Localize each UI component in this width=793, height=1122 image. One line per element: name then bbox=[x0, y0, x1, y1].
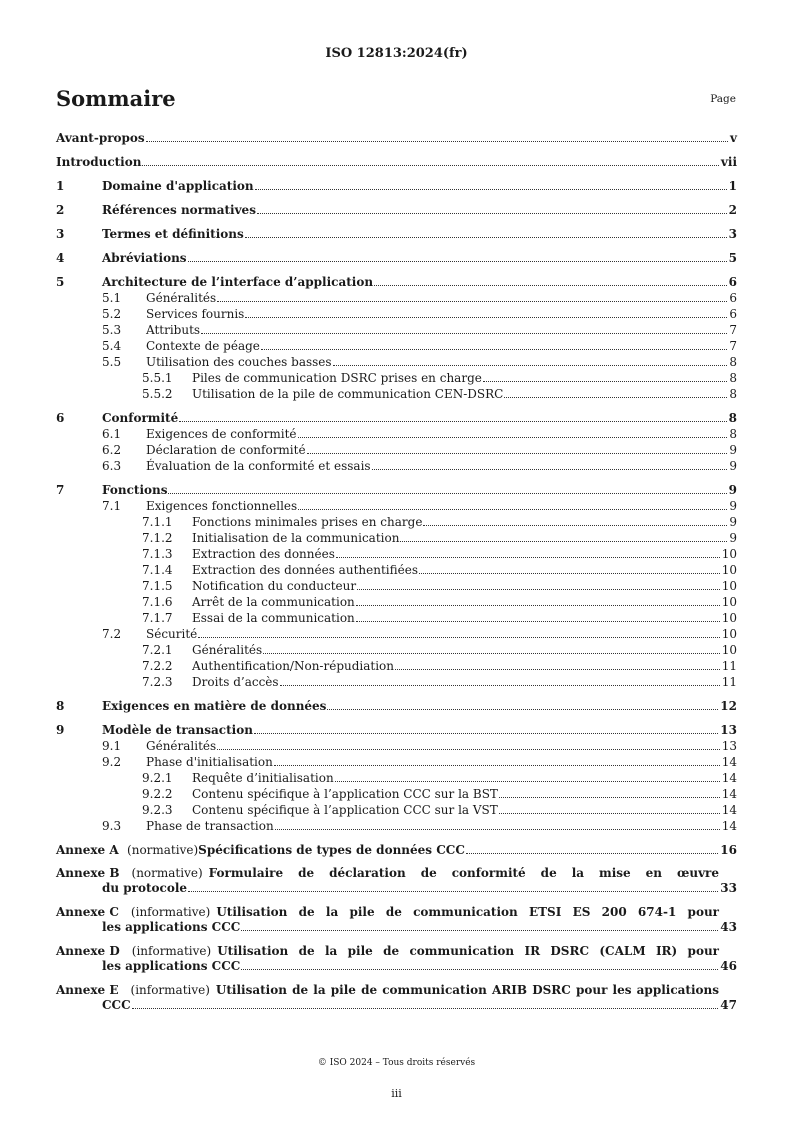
toc-entry[interactable] bbox=[56, 675, 737, 690]
leader-dots bbox=[335, 771, 720, 782]
toc-entry[interactable] bbox=[56, 699, 737, 714]
toc-entry-title: Évaluation de la conformité et essais bbox=[146, 459, 371, 473]
leader-dots bbox=[188, 881, 718, 892]
leader-dots bbox=[245, 227, 727, 238]
toc-entry-title: Modèle de transaction bbox=[102, 723, 253, 737]
toc-entry-page: v bbox=[730, 131, 737, 145]
annex-title bbox=[56, 843, 465, 858]
leader-dots bbox=[499, 803, 720, 814]
toc-entry[interactable] bbox=[56, 579, 737, 594]
annex-label: Annexe C bbox=[56, 905, 119, 919]
toc-entry[interactable] bbox=[56, 275, 737, 290]
toc-entry[interactable] bbox=[56, 563, 737, 578]
toc-entry[interactable] bbox=[56, 739, 737, 754]
page-number: iii bbox=[391, 1087, 402, 1100]
toc-entry-number: 5.2 bbox=[102, 307, 122, 321]
leader-dots bbox=[372, 459, 728, 470]
toc-entry[interactable] bbox=[56, 443, 737, 458]
toc-entry-number: 7.1.2 bbox=[142, 531, 173, 545]
toc-entry-page: 13 bbox=[721, 739, 737, 753]
annex-heading: Utilisation de la pile de communication ARIB DSRC pour les applications bbox=[215, 983, 719, 997]
leader-dots bbox=[179, 411, 726, 422]
toc-entry[interactable] bbox=[56, 227, 737, 242]
leader-dots bbox=[357, 579, 720, 590]
toc-entry-page: 9 bbox=[729, 443, 737, 457]
toc-entry[interactable] bbox=[56, 531, 737, 546]
toc-entry-page: 10 bbox=[721, 611, 737, 625]
leader-dots bbox=[132, 998, 719, 1009]
toc-entry[interactable] bbox=[56, 723, 737, 738]
toc-entry-page: 10 bbox=[721, 643, 737, 657]
toc-entry-number: 9.2.3 bbox=[142, 803, 173, 817]
toc-entry-number: 5.4 bbox=[102, 339, 122, 353]
toc-entry-title: Authentification/Non-répudiation bbox=[192, 659, 395, 673]
toc-entry-number: 9.3 bbox=[102, 819, 122, 833]
toc-entry-page: 8 bbox=[729, 371, 737, 385]
toc-entry-page: 6 bbox=[729, 307, 737, 321]
annex-type: (normative) bbox=[131, 866, 203, 880]
toc-entry-page: 14 bbox=[721, 771, 737, 785]
toc-entry-number: 7.1 bbox=[102, 499, 122, 513]
toc-entry[interactable] bbox=[56, 307, 737, 322]
toc-entry[interactable] bbox=[56, 179, 737, 194]
toc-entry-title: Fonctions bbox=[102, 483, 168, 497]
toc-entry[interactable] bbox=[56, 483, 737, 498]
toc-entry-title: Généralités bbox=[146, 739, 217, 753]
toc-entry[interactable] bbox=[56, 547, 737, 562]
toc-entry[interactable] bbox=[56, 595, 737, 610]
toc-entry-number: 7.1.6 bbox=[142, 595, 173, 609]
toc-entry-page: 14 bbox=[721, 787, 737, 801]
copyright-footer: © ISO 2024 – Tous droits réservés bbox=[317, 1058, 476, 1068]
annex-page: 33 bbox=[720, 881, 737, 895]
toc-entry-page: 8 bbox=[729, 387, 737, 401]
toc-entry-page: 7 bbox=[729, 339, 737, 353]
toc-entry[interactable] bbox=[56, 755, 737, 770]
toc-entry-page: 11 bbox=[721, 659, 737, 673]
toc-entry-title: Droits d’accès bbox=[192, 675, 279, 689]
toc-entry-number: 6.2 bbox=[102, 443, 122, 457]
toc-entry-number: 2 bbox=[56, 203, 65, 217]
toc-entry-page: vii bbox=[720, 155, 737, 169]
leader-dots bbox=[146, 131, 728, 142]
toc-entry-number: 4 bbox=[56, 251, 65, 265]
toc-entry-page: 8 bbox=[728, 411, 737, 425]
toc-entry-number: 6.3 bbox=[102, 459, 122, 473]
toc-entry-title: Services fournis bbox=[146, 307, 245, 321]
toc-entry-number: 9.2.2 bbox=[142, 787, 173, 801]
toc-entry-title: Extraction des données bbox=[192, 547, 335, 561]
annex-heading: Utilisation de la pile de communication ETSI ES 200 674-1 pour bbox=[216, 905, 719, 919]
toc-entry-title: Utilisation de la pile de communication CEN-DSRC bbox=[192, 387, 504, 401]
toc-entry-number: 7 bbox=[56, 483, 65, 497]
toc-entry-page: 11 bbox=[721, 675, 737, 689]
toc-entry-title: Contexte de péage bbox=[146, 339, 260, 353]
leader-dots bbox=[257, 203, 727, 214]
toc-entry-title: Avant-propos bbox=[56, 131, 145, 145]
toc-entry-number: 7.1.4 bbox=[142, 563, 173, 577]
toc-entry-number: 8 bbox=[56, 699, 65, 713]
leader-dots bbox=[188, 251, 727, 262]
toc-entry[interactable] bbox=[56, 499, 737, 514]
leader-dots bbox=[483, 371, 728, 382]
leader-dots bbox=[201, 323, 727, 334]
toc-entry[interactable] bbox=[56, 291, 737, 306]
annex-heading-continued: CCC bbox=[102, 998, 131, 1012]
leader-dots bbox=[499, 787, 720, 798]
toc-entry-title: Conformité bbox=[102, 411, 179, 425]
toc-entry-title: Phase d'initialisation bbox=[146, 755, 273, 769]
toc-entry-title: Arrêt de la communication bbox=[192, 595, 355, 609]
leader-dots bbox=[261, 339, 727, 350]
leader-dots bbox=[400, 531, 727, 542]
toc-entry-page: 14 bbox=[721, 755, 737, 769]
toc-entry-number: 5.1 bbox=[102, 291, 122, 305]
toc-entry-title: Extraction des données authentifiées bbox=[192, 563, 418, 577]
toc-entry-number: 5.3 bbox=[102, 323, 122, 337]
toc-entry-number: 5 bbox=[56, 275, 65, 289]
toc-entry-title: Références normatives bbox=[102, 203, 256, 217]
annex-heading: Spécifications de types de données CCC bbox=[198, 843, 465, 857]
toc-annex-entry[interactable] bbox=[56, 905, 737, 935]
leader-dots bbox=[263, 643, 720, 654]
annex-heading-continued: du protocole bbox=[102, 881, 188, 895]
toc-entry-page: 8 bbox=[729, 355, 737, 369]
toc-entry-title: Requête d’initialisation bbox=[192, 771, 334, 785]
toc-entry-page: 9 bbox=[729, 459, 737, 473]
toc-entry-title: Introduction bbox=[56, 155, 142, 169]
toc-entry-title: Abréviations bbox=[102, 251, 187, 265]
page-column-label: Page bbox=[710, 93, 736, 105]
toc-entry-number: 9.2 bbox=[102, 755, 122, 769]
toc-entry[interactable] bbox=[56, 371, 737, 386]
toc-entry-page: 2 bbox=[728, 203, 737, 217]
annex-heading-continued: les applications CCC bbox=[102, 959, 241, 973]
leader-dots bbox=[198, 627, 719, 638]
leader-dots bbox=[298, 427, 728, 438]
toc-entry[interactable] bbox=[56, 339, 737, 354]
annex-heading-continued: les applications CCC bbox=[102, 920, 241, 934]
toc-entry-title: Exigences en matière de données bbox=[102, 699, 327, 713]
toc-entry-number: 7.1.3 bbox=[142, 547, 173, 561]
toc-entry-title: Architecture de l’interface d’application bbox=[102, 275, 374, 289]
toc-entry-number: 7.2.3 bbox=[142, 675, 173, 689]
toc-entry-title: Phase de transaction bbox=[146, 819, 274, 833]
toc-entry[interactable] bbox=[56, 155, 737, 170]
leader-dots bbox=[217, 739, 720, 750]
leader-dots bbox=[419, 563, 720, 574]
toc-entry-title: Exigences de conformité bbox=[146, 427, 297, 441]
annex-label: Annexe B bbox=[56, 866, 120, 880]
toc-entry-page: 9 bbox=[729, 531, 737, 545]
toc-entry-number: 5.5 bbox=[102, 355, 122, 369]
toc-entry-page: 14 bbox=[721, 819, 737, 833]
toc-entry-title: Fonctions minimales prises en charge bbox=[192, 515, 423, 529]
annex-type: (informative) bbox=[130, 905, 211, 919]
leader-dots bbox=[298, 499, 727, 510]
toc-entry[interactable] bbox=[56, 387, 737, 402]
toc-entry-number: 7.1.1 bbox=[142, 515, 173, 529]
leader-dots bbox=[254, 723, 718, 734]
annex-heading: Utilisation de la pile de communication IR DSRC (CALM IR) pour bbox=[217, 944, 719, 958]
leader-dots bbox=[274, 755, 720, 766]
annex-heading: Formulaire de déclaration de conformité de la mise en œuvre bbox=[208, 866, 719, 880]
toc-entry[interactable] bbox=[56, 427, 737, 442]
toc-entry-page: 10 bbox=[721, 563, 737, 577]
toc-entry-page: 9 bbox=[728, 483, 737, 497]
toc-entry-number: 1 bbox=[56, 179, 65, 193]
toc-entry-title: Essai de la communication bbox=[192, 611, 355, 625]
leader-dots bbox=[168, 483, 726, 494]
toc-entry-title: Attributs bbox=[146, 323, 201, 337]
leader-dots bbox=[466, 843, 718, 854]
leader-dots bbox=[356, 595, 720, 606]
toc-entry-page: 6 bbox=[728, 275, 737, 289]
leader-dots bbox=[504, 387, 727, 398]
toc-entry-page: 7 bbox=[729, 323, 737, 337]
toc-entry-title: Sécurité bbox=[146, 627, 198, 641]
leader-dots bbox=[395, 659, 720, 670]
toc-entry-page: 10 bbox=[721, 627, 737, 641]
toc-entry-page: 6 bbox=[729, 291, 737, 305]
toc-entry-title: Contenu spécifique à l’application CCC sur la BST bbox=[192, 787, 498, 801]
toc-entry-title: Contenu spécifique à l’application CCC sur la VST bbox=[192, 803, 498, 817]
annex-type: (normative) bbox=[127, 843, 199, 857]
annex-label: Annexe E bbox=[56, 983, 119, 997]
toc-annex-entry[interactable] bbox=[56, 983, 737, 1013]
toc-entry-number: 6 bbox=[56, 411, 65, 425]
toc-entry[interactable] bbox=[56, 323, 737, 338]
toc-entry-title: Généralités bbox=[192, 643, 263, 657]
leader-dots bbox=[374, 275, 727, 286]
toc-entry[interactable] bbox=[56, 643, 737, 658]
toc-entry[interactable] bbox=[56, 203, 737, 218]
annex-label: Annexe D bbox=[56, 944, 120, 958]
leader-dots bbox=[275, 819, 720, 830]
leader-dots bbox=[327, 699, 718, 710]
page-title: Sommaire bbox=[56, 86, 176, 111]
toc-entry-number: 3 bbox=[56, 227, 65, 241]
toc-annex-entry[interactable] bbox=[56, 866, 737, 896]
toc-entry[interactable] bbox=[56, 771, 737, 786]
toc-entry-page: 10 bbox=[721, 595, 737, 609]
toc-entry-page: 3 bbox=[728, 227, 737, 241]
toc-entry-number: 5.5.2 bbox=[142, 387, 173, 401]
toc-entry-title: Notification du conducteur bbox=[192, 579, 357, 593]
toc-entry[interactable] bbox=[56, 131, 737, 146]
leader-dots bbox=[423, 515, 727, 526]
annex-type: (informative) bbox=[131, 944, 212, 958]
toc-entry-page: 13 bbox=[720, 723, 737, 737]
leader-dots bbox=[245, 307, 727, 318]
toc-entry[interactable] bbox=[56, 355, 737, 370]
toc-entry[interactable] bbox=[56, 803, 737, 818]
toc-entry[interactable] bbox=[56, 819, 737, 834]
leader-dots bbox=[280, 675, 720, 686]
toc-entry-page: 10 bbox=[721, 579, 737, 593]
toc-entry[interactable] bbox=[56, 611, 737, 626]
leader-dots bbox=[217, 291, 727, 302]
toc-entry[interactable] bbox=[56, 659, 737, 674]
toc-entry-title: Piles de communication DSRC prises en charge bbox=[192, 371, 482, 385]
toc-annex-entry[interactable] bbox=[56, 944, 737, 974]
toc-entry-page: 5 bbox=[728, 251, 737, 265]
toc-entry[interactable] bbox=[56, 627, 737, 642]
leader-dots bbox=[241, 920, 718, 931]
toc-entry-number: 7.2.2 bbox=[142, 659, 173, 673]
toc-entry-number: 7.2 bbox=[102, 627, 122, 641]
toc-entry-number: 6.1 bbox=[102, 427, 122, 441]
leader-dots bbox=[356, 611, 720, 622]
toc-entry-page: 8 bbox=[729, 427, 737, 441]
toc-entry-title: Initialisation de la communication bbox=[192, 531, 400, 545]
leader-dots bbox=[255, 179, 727, 190]
leader-dots bbox=[241, 959, 718, 970]
toc-entry-number: 9.2.1 bbox=[142, 771, 173, 785]
toc-entry-page: 9 bbox=[729, 515, 737, 529]
toc-entry-title: Exigences fonctionnelles bbox=[146, 499, 298, 513]
leader-dots bbox=[333, 355, 728, 366]
toc-entry-page: 14 bbox=[721, 803, 737, 817]
annex-page: 47 bbox=[720, 998, 737, 1012]
toc-entry-number: 9.1 bbox=[102, 739, 122, 753]
toc-entry-number: 7.1.7 bbox=[142, 611, 173, 625]
toc-entry-number: 7.2.1 bbox=[142, 643, 173, 657]
toc-entry-title: Termes et définitions bbox=[102, 227, 244, 241]
annex-page: 16 bbox=[720, 843, 737, 857]
annex-type: (informative) bbox=[130, 983, 210, 997]
toc-entry-title: Domaine d'application bbox=[102, 179, 254, 193]
document-header: ISO 12813:2024(fr) bbox=[325, 46, 468, 61]
toc-entry[interactable] bbox=[56, 459, 737, 474]
annex-page: 43 bbox=[720, 920, 737, 934]
toc-entry-page: 12 bbox=[720, 699, 737, 713]
annex-label: Annexe A bbox=[56, 843, 128, 857]
toc-entry-title: Généralités bbox=[146, 291, 217, 305]
toc-entry-number: 7.1.5 bbox=[142, 579, 173, 593]
annex-page: 46 bbox=[720, 959, 737, 973]
toc-entry[interactable] bbox=[56, 515, 737, 530]
toc-annex-entry[interactable] bbox=[56, 843, 737, 858]
leader-dots bbox=[336, 547, 720, 558]
toc-entry[interactable] bbox=[56, 787, 737, 802]
toc-entry[interactable] bbox=[56, 411, 737, 426]
leader-dots bbox=[142, 155, 718, 166]
toc-entry-title: Déclaration de conformité bbox=[146, 443, 306, 457]
toc-entry-page: 9 bbox=[729, 499, 737, 513]
leader-dots bbox=[307, 443, 728, 454]
toc-entry[interactable] bbox=[56, 251, 737, 266]
toc-entry-title: Utilisation des couches basses bbox=[146, 355, 332, 369]
toc-entry-page: 10 bbox=[721, 547, 737, 561]
toc-entry-number: 5.5.1 bbox=[142, 371, 173, 385]
toc-entry-page: 1 bbox=[728, 179, 737, 193]
toc-entry-number: 9 bbox=[56, 723, 65, 737]
